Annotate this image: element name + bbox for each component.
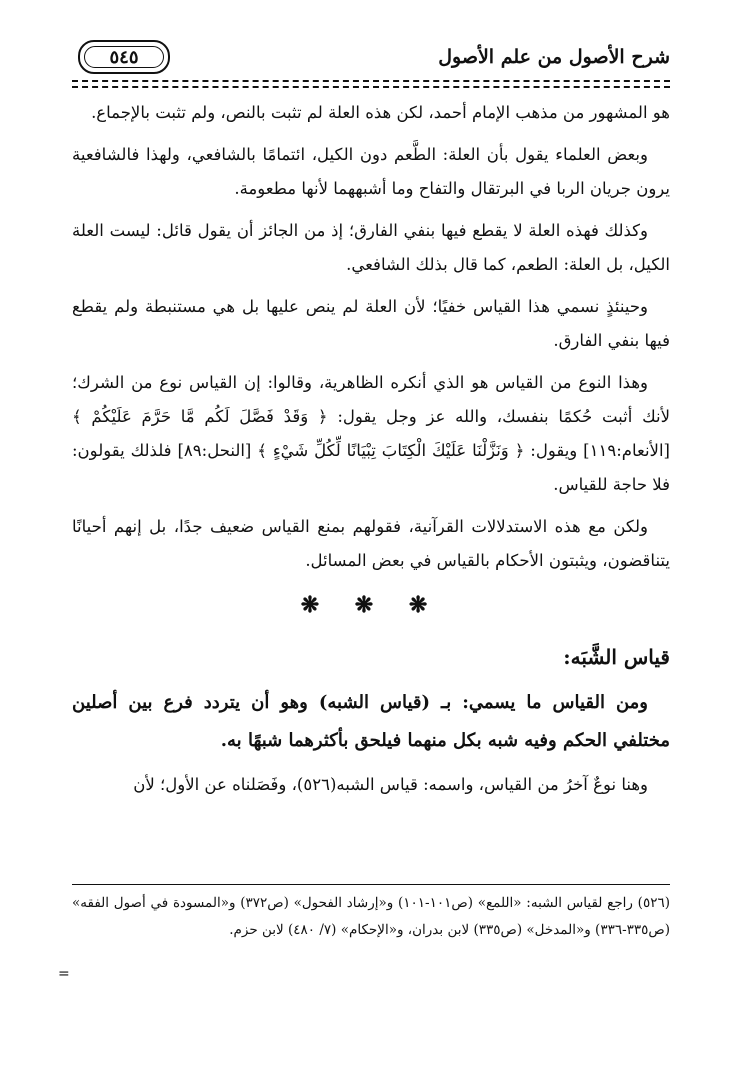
paragraph-4: وحينئذٍ نسمي هذا القياس خفيًا؛ لأن العلة لم ينص عليها بل هي مستنبطة ولم يقطع فيها بنفي الفارق. xyxy=(72,297,670,350)
paragraph-5: وهذا النوع من القياس هو الذي أنكره الظاهرية، وقالوا: إن القياس نوع من الشرك؛ لأنك أثبت حُكمًا بنفسك، والله عز وجل يقول: ﴿ وَقَدْ فَصَّلَ لَكُم مَّا حَرَّمَ عَلَيْكُمْ ﴾ [الأنعام:١١٩] ويقول: ﴿ وَنَزَّلْنَا عَلَيْكَ الْكِتَابَ تِبْيَانًا لِّكُلِّ شَيْءٍ ﴾ [النحل:٨٩] فلذلك يقولون: فلا حاجة للقياس. xyxy=(72,373,670,494)
paragraph-6: ولكن مع هذه الاستدلالات القرآنية، فقولهم بمنع القياس ضعيف جدًا، بل إنهم أحيانًا يتناقضون، ويثبتون الأحكام بالقياس في بعض المسائل. xyxy=(72,517,670,570)
header-rule-bottom xyxy=(72,86,670,88)
footnote-divider xyxy=(72,884,670,885)
section-lead: ومن القياس ما يسمي: بـ (قياس الشبه) وهو أن يتردد فرع بين أصلين مختلفي الحكم وفيه شبه بكل منهما فيلحق بأكثرهما شبهًا به. xyxy=(72,692,670,751)
paragraph-1: هو المشهور من مذهب الإمام أحمد، لكن هذه العلة لم تثبت بالنص، ولم تثبت بالإجماع. xyxy=(91,103,670,122)
paragraph-7: وهنا نوعٌ آخرُ من القياس، واسمه: قياس الشبه(٥٢٦)، وفَصَلناه عن الأول؛ لأن xyxy=(133,775,648,794)
section-separator: ❋ ❋ ❋ xyxy=(300,592,442,618)
page-header xyxy=(72,40,670,76)
paragraph-2: وبعض العلماء يقول بأن العلة: الطَّعم دون الكيل، ائتمامًا بالشافعي، ولهذا فالشافعية يرون جريان الربا في البرتقال والتفاح وما أشبههما لأنها مطعومة. xyxy=(72,145,670,198)
page-number-badge: ٥٤٥ xyxy=(78,40,170,74)
header-rule-top xyxy=(72,80,670,82)
main-text xyxy=(72,96,670,810)
margin-mark: = xyxy=(58,966,70,982)
running-title: شرح الأصول من علم الأصول xyxy=(438,46,670,68)
footnote: (٥٢٦) راجع لقياس الشبه: «اللمع» (ص١٠١-١٠١) و«إرشاد الفحول» (ص٣٧٢) و«المسودة في أصول الفقه» (ص٣٣٥-٣٣٦) و«المدخل» (ص٣٣٥) لابن بدران، و«الإحكام» (٧/ ٤٨٠) لابن حزم. xyxy=(72,895,670,938)
section-heading: قياس الشَّبَه: xyxy=(563,645,670,669)
paragraph-3: وكذلك فهذه العلة لا يقطع فيها بنفي الفارق؛ إذ من الجائز أن يقول قائل: ليست العلة الكيل، بل العلة: الطعم، كما قال بذلك الشافعي. xyxy=(72,221,670,274)
